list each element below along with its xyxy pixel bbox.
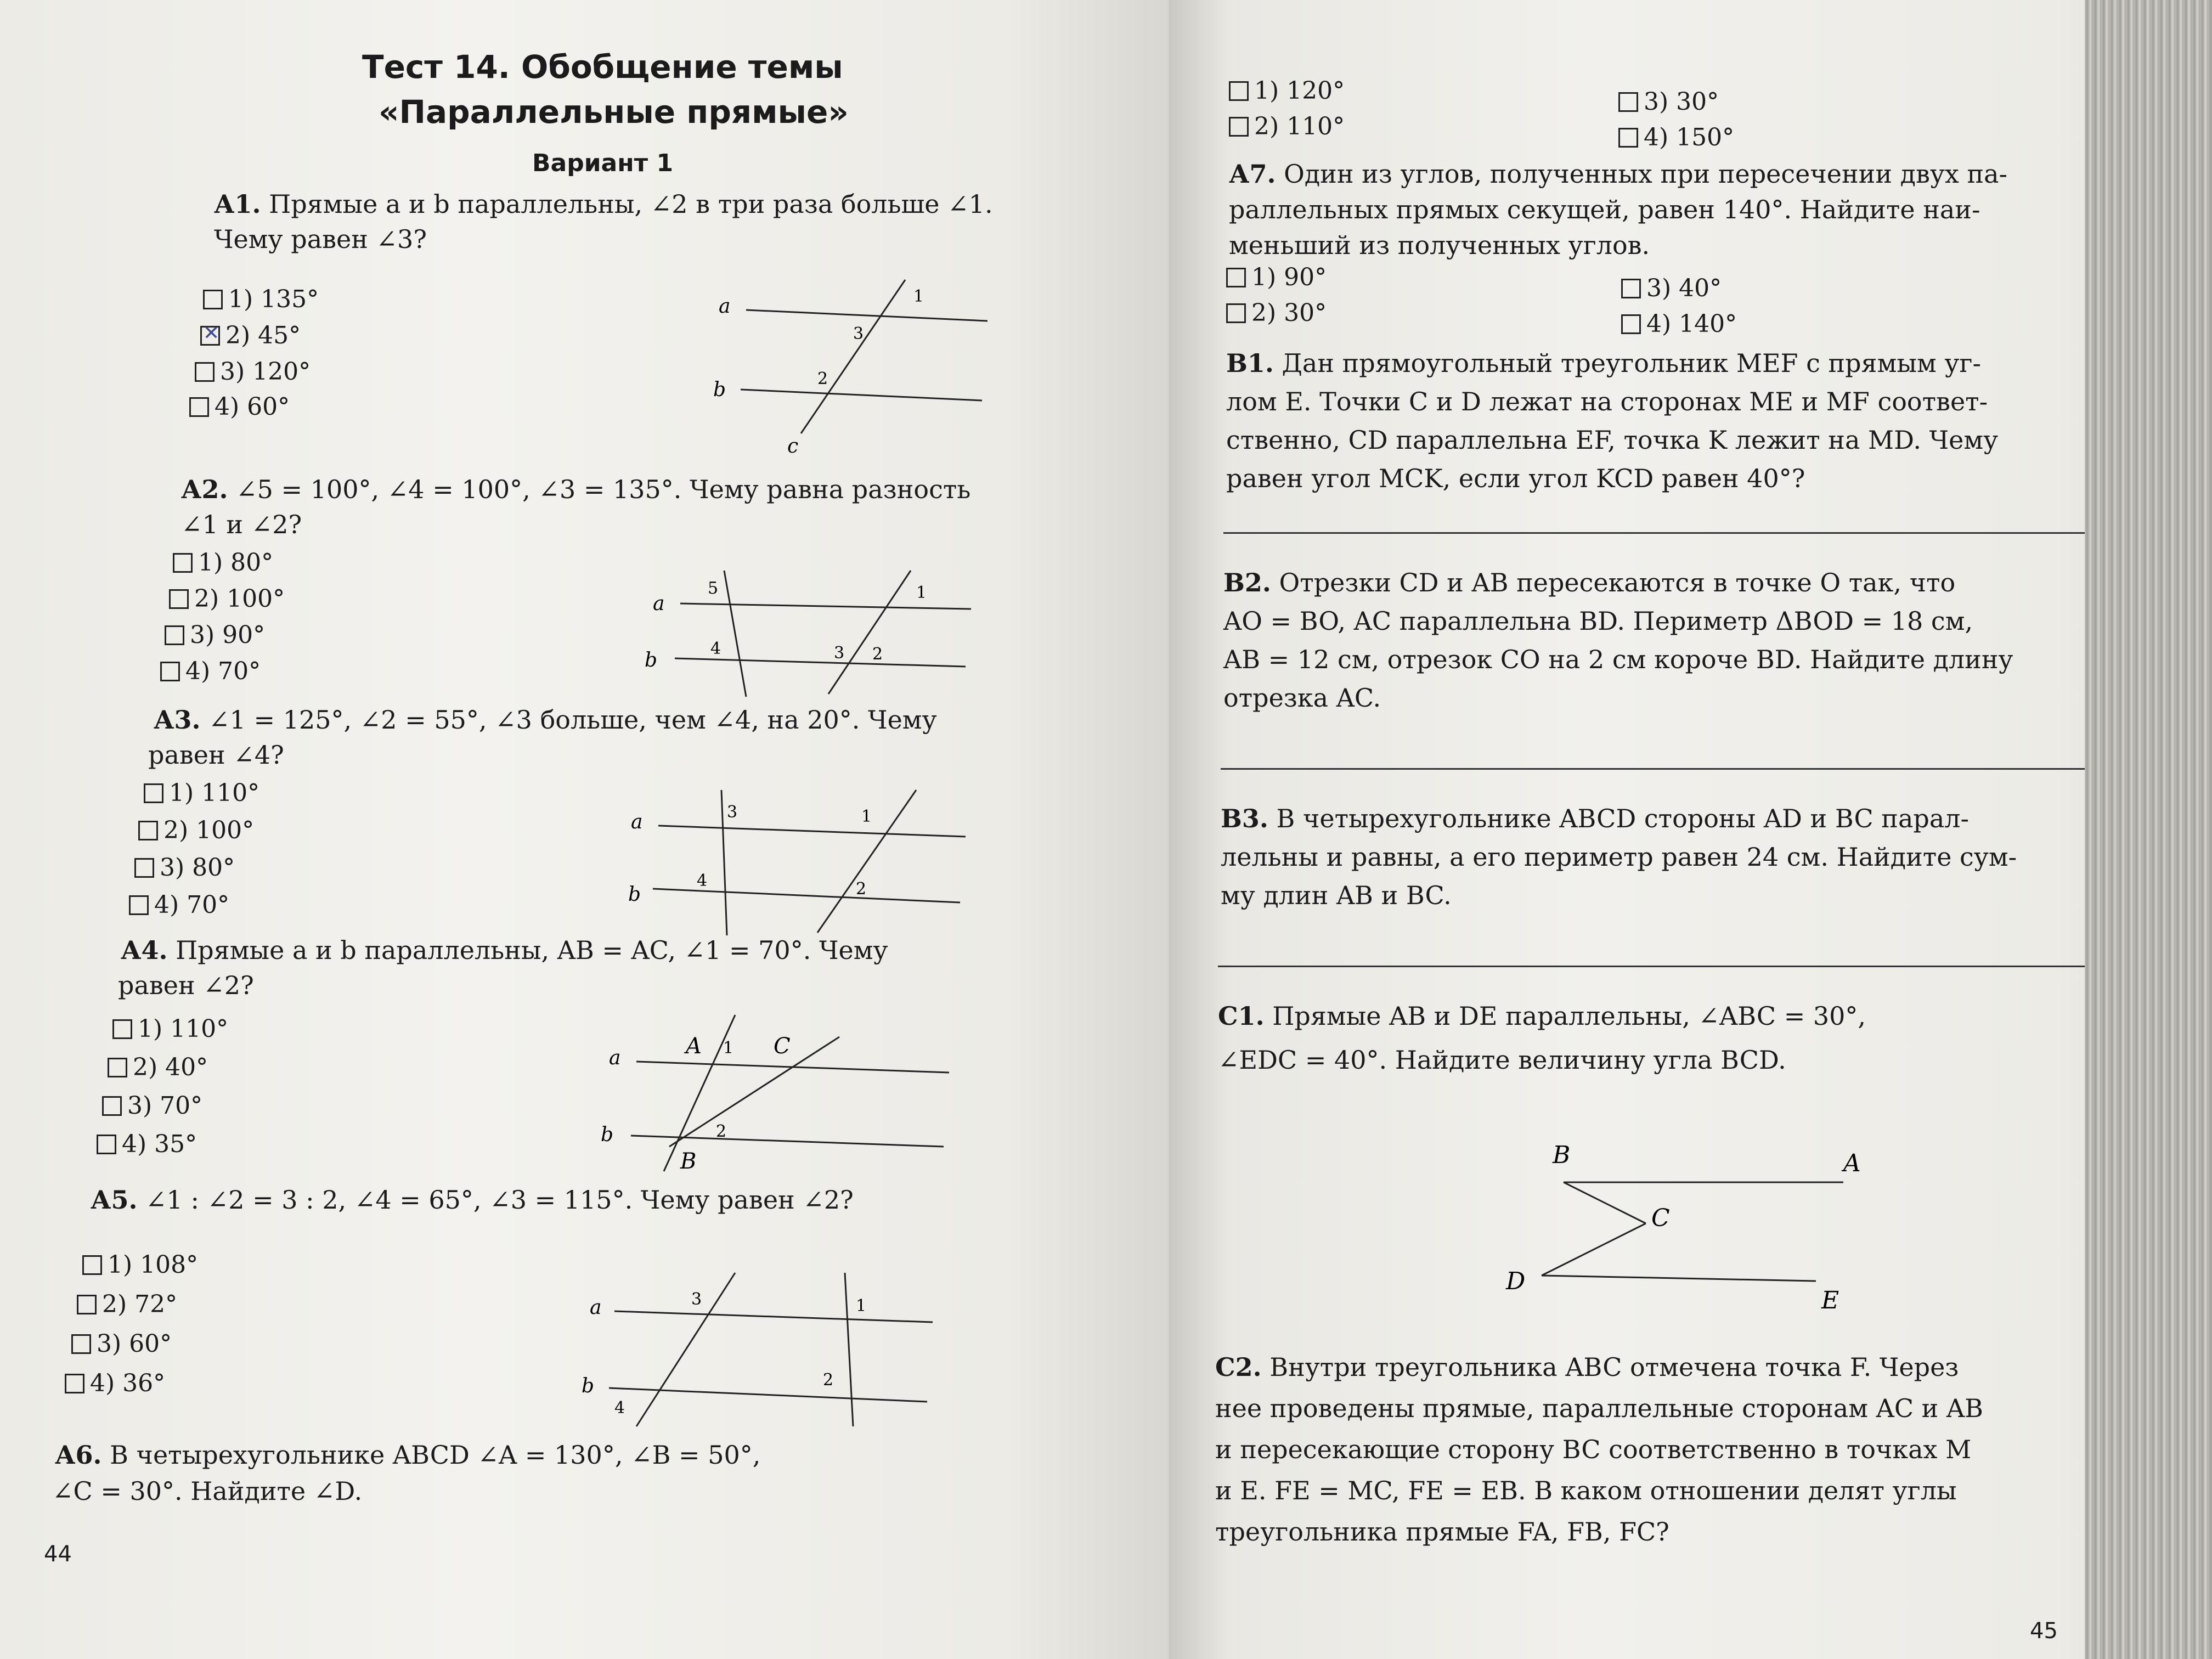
question-b1-line1: В1. Дан прямоугольный треугольник MEF с прямым уг-: [1226, 348, 1982, 378]
question-b2-line1: В2. Отрезки CD и AB пересекаются в точке O так, что: [1223, 568, 1956, 597]
right-page: [1169, 0, 2212, 1659]
a7-option-1[interactable]: 1) 90°: [1226, 263, 1327, 291]
answer-line-b3[interactable]: [1218, 966, 2090, 967]
a1-option-3[interactable]: 3) 120°: [195, 358, 311, 386]
question-c2-line1: С2. Внутри треугольника ABC отмечена точка F. Через: [1215, 1352, 1959, 1382]
label-a: a: [609, 1047, 621, 1069]
a7-option-3[interactable]: 3) 40°: [1621, 274, 1722, 302]
a1-option-2[interactable]: ✕ 2) 45°: [200, 321, 301, 349]
checkbox[interactable]: [82, 1255, 102, 1275]
label-angle-1: 1: [723, 1039, 734, 1058]
question-b2-line2: AO = BO, AC параллельна BD. Периметр ΔBOD = 18 см,: [1223, 606, 1973, 636]
checkbox[interactable]: [138, 821, 158, 840]
checkbox[interactable]: [1621, 314, 1641, 334]
a5-option-2[interactable]: 2) 72°: [77, 1290, 177, 1318]
question-c2-line4: и E. FE = MC, FE = EB. В каком отношении делят углы: [1215, 1476, 1957, 1505]
checkbox[interactable]: [102, 1096, 122, 1116]
a4-option-1[interactable]: 1) 110°: [112, 1015, 228, 1043]
answer-line-b2[interactable]: [1221, 768, 2087, 770]
question-a6-line2: ∠C = 30°. Найдите ∠D.: [52, 1476, 363, 1506]
checkbox-checked[interactable]: [200, 326, 220, 346]
a2-figure: [642, 560, 982, 702]
question-c1-line2: ∠EDC = 40°. Найдите величину угла BCD.: [1218, 1045, 1786, 1075]
question-a3-line2: равен ∠4?: [148, 740, 284, 770]
checkbox[interactable]: [1229, 117, 1249, 137]
a3-figure: [620, 785, 982, 944]
checkbox[interactable]: [160, 662, 180, 681]
a1-figure: [702, 274, 1009, 461]
checkbox[interactable]: [1226, 303, 1246, 323]
question-b3-line1: В3. В четырехугольнике ABCD стороны AD и BC парал-: [1221, 804, 1970, 833]
question-a4-line1: А4. Прямые a и b параллельны, AB = AC, ∠1 = 70°. Чему: [121, 935, 888, 965]
checkbox[interactable]: [189, 397, 209, 417]
label-angle-5: 5: [708, 579, 719, 598]
label-b: b: [628, 883, 641, 906]
label-B: B: [1553, 1141, 1571, 1169]
label-angle-3: 3: [727, 803, 738, 822]
a3-option-4[interactable]: 4) 70°: [129, 891, 229, 919]
checkbox[interactable]: [77, 1295, 97, 1314]
test-title-line2: «Параллельные прямые»: [379, 93, 849, 131]
a3-option-3[interactable]: 3) 80°: [134, 854, 235, 882]
question-c2-line3: и пересекающие сторону BC соответственно в точках M: [1215, 1435, 1972, 1464]
checkbox[interactable]: [203, 290, 223, 309]
checkbox[interactable]: [65, 1374, 84, 1393]
question-a2-line2: ∠1 и ∠2?: [181, 510, 302, 539]
a5-option-1[interactable]: 1) 108°: [82, 1251, 198, 1279]
label-angle-4: 4: [710, 639, 721, 658]
label-E: E: [1821, 1286, 1839, 1314]
question-b1-line3: ственно, CD параллельна EF, точка K лежит на MD. Чему: [1226, 425, 1999, 455]
answer-line-b1[interactable]: [1223, 532, 2085, 534]
label-c: c: [787, 435, 799, 458]
checkbox[interactable]: [112, 1019, 132, 1039]
checkbox[interactable]: [1229, 81, 1249, 101]
label-b: b: [645, 649, 658, 672]
question-a3-line1: А3. ∠1 = 125°, ∠2 = 55°, ∠3 больше, чем ∠4, на 20°. Чему: [154, 705, 937, 735]
label-b: b: [601, 1124, 614, 1146]
label-C: C: [1651, 1204, 1670, 1232]
label-angle-4: 4: [614, 1398, 625, 1418]
a5-option-4[interactable]: 4) 36°: [65, 1369, 165, 1397]
label-angle-3: 3: [834, 644, 845, 663]
label-angle-3: 3: [853, 324, 864, 343]
a5-option-3[interactable]: 3) 60°: [71, 1330, 172, 1358]
checkbox[interactable]: [1621, 279, 1641, 298]
c1-figure: [1459, 1130, 1898, 1328]
question-a7-line3: меньший из полученных углов.: [1229, 230, 1650, 260]
a3-option-1[interactable]: 1) 110°: [144, 779, 259, 807]
a5-figure: [576, 1262, 938, 1437]
page-number-left: 44: [44, 1542, 72, 1567]
question-a7-line1: А7. Один из углов, полученных при пересечении двух па-: [1229, 159, 2008, 189]
label-A: A: [1843, 1149, 1861, 1177]
label-B: B: [680, 1149, 697, 1174]
label-angle-1: 1: [861, 807, 872, 826]
label-a: a: [653, 592, 665, 615]
a1-option-4[interactable]: 4) 60°: [189, 393, 290, 421]
a7-option-2[interactable]: 2) 30°: [1226, 299, 1327, 327]
a2-option-3[interactable]: 3) 90°: [165, 621, 265, 649]
checkbox[interactable]: [134, 858, 154, 878]
a3-option-2[interactable]: 2) 100°: [138, 816, 254, 844]
label-b: b: [713, 379, 726, 401]
a4-figure: [598, 1009, 960, 1185]
a6-option-4[interactable]: 4) 150°: [1618, 123, 1734, 151]
checkbox[interactable]: [1226, 268, 1246, 287]
label-angle-2: 2: [856, 879, 867, 899]
label-angle-3: 3: [691, 1290, 702, 1309]
a4-option-2[interactable]: 2) 40°: [108, 1053, 208, 1081]
question-b1-line2: лом E. Точки C и D лежат на сторонах ME и MF соответ-: [1226, 387, 1988, 416]
checkbox[interactable]: [195, 362, 215, 382]
label-angle-4: 4: [697, 871, 708, 890]
question-c2-line2: нее проведены прямые, параллельные сторонам AC и AB: [1215, 1393, 1983, 1423]
question-a1-line1: А1. Прямые a и b параллельны, ∠2 в три раза больше ∠1.: [214, 189, 993, 219]
checkbox[interactable]: [1618, 92, 1638, 112]
checkbox[interactable]: [1618, 128, 1638, 148]
checkbox[interactable]: [71, 1334, 91, 1354]
a2-option-2[interactable]: 2) 100°: [169, 585, 285, 613]
checkbox[interactable]: [108, 1058, 127, 1077]
question-a4-line2: равен ∠2?: [118, 970, 254, 1000]
label-a: a: [719, 295, 731, 318]
a6-option-2[interactable]: 2) 110°: [1229, 112, 1345, 140]
a1-option-1[interactable]: 1) 135°: [203, 285, 319, 313]
label-A: A: [686, 1034, 702, 1059]
label-a: a: [631, 811, 643, 833]
checkbox[interactable]: [144, 783, 163, 803]
book-page-edges: [2085, 0, 2212, 1659]
a2-option-1[interactable]: 1) 80°: [173, 549, 273, 577]
label-C: C: [774, 1034, 791, 1059]
variant-label: Вариант 1: [532, 149, 674, 177]
checkbox[interactable]: [169, 589, 189, 609]
question-b2-line4: отрезка AC.: [1223, 683, 1381, 713]
label-angle-2: 2: [817, 369, 828, 388]
label-angle-2: 2: [716, 1122, 727, 1141]
question-c1-line1: С1. Прямые AB и DE параллельны, ∠ABC = 30°,: [1218, 1001, 1866, 1031]
test-title-line1: Тест 14. Обобщение темы: [362, 48, 843, 86]
question-b1-line4: равен угол MCK, если угол KCD равен 40°?: [1226, 464, 1805, 493]
label-D: D: [1506, 1267, 1526, 1295]
checkbox[interactable]: [97, 1135, 116, 1154]
label-a: a: [590, 1296, 602, 1319]
checkbox[interactable]: [129, 895, 149, 915]
a2-option-4[interactable]: 4) 70°: [160, 657, 261, 685]
label-angle-1: 1: [856, 1296, 867, 1316]
a7-option-4[interactable]: 4) 140°: [1621, 310, 1737, 338]
question-a6-line1: А6. В четырехугольнике ABCD ∠A = 130°, ∠B = 50°,: [55, 1440, 761, 1470]
a4-option-3[interactable]: 3) 70°: [102, 1092, 202, 1120]
question-b2-line3: AB = 12 см, отрезок CO на 2 см короче BD. Найдите длину: [1223, 645, 2013, 674]
question-a2-line1: А2. ∠5 = 100°, ∠4 = 100°, ∠3 = 135°. Чему равна разность: [181, 475, 971, 504]
question-b3-line3: му длин AB и BC.: [1221, 881, 1452, 910]
a4-option-4[interactable]: 4) 35°: [97, 1130, 197, 1158]
question-b3-line2: лельны и равны, а его периметр равен 24 см. Найдите сум-: [1221, 842, 2017, 872]
checkbox[interactable]: [173, 553, 193, 573]
question-a5-line1: А5. ∠1 : ∠2 = 3 : 2, ∠4 = 65°, ∠3 = 115°. Чему равен ∠2?: [91, 1185, 854, 1215]
a6-option-3[interactable]: 3) 30°: [1618, 88, 1719, 116]
label-angle-2: 2: [872, 645, 883, 664]
label-angle-1: 1: [916, 583, 927, 602]
page-number-right: 45: [2030, 1618, 2058, 1644]
question-a7-line2: раллельных прямых секущей, равен 140°. Найдите наи-: [1229, 195, 1980, 224]
label-angle-1: 1: [913, 287, 924, 306]
question-a1-line2: Чему равен ∠3?: [214, 224, 427, 254]
question-c2-line5: треугольника прямые FA, FB, FC?: [1215, 1517, 1669, 1547]
a6-option-1[interactable]: 1) 120°: [1229, 77, 1345, 105]
checkbox[interactable]: [165, 625, 184, 645]
label-angle-2: 2: [823, 1370, 834, 1390]
label-b: b: [582, 1375, 595, 1397]
